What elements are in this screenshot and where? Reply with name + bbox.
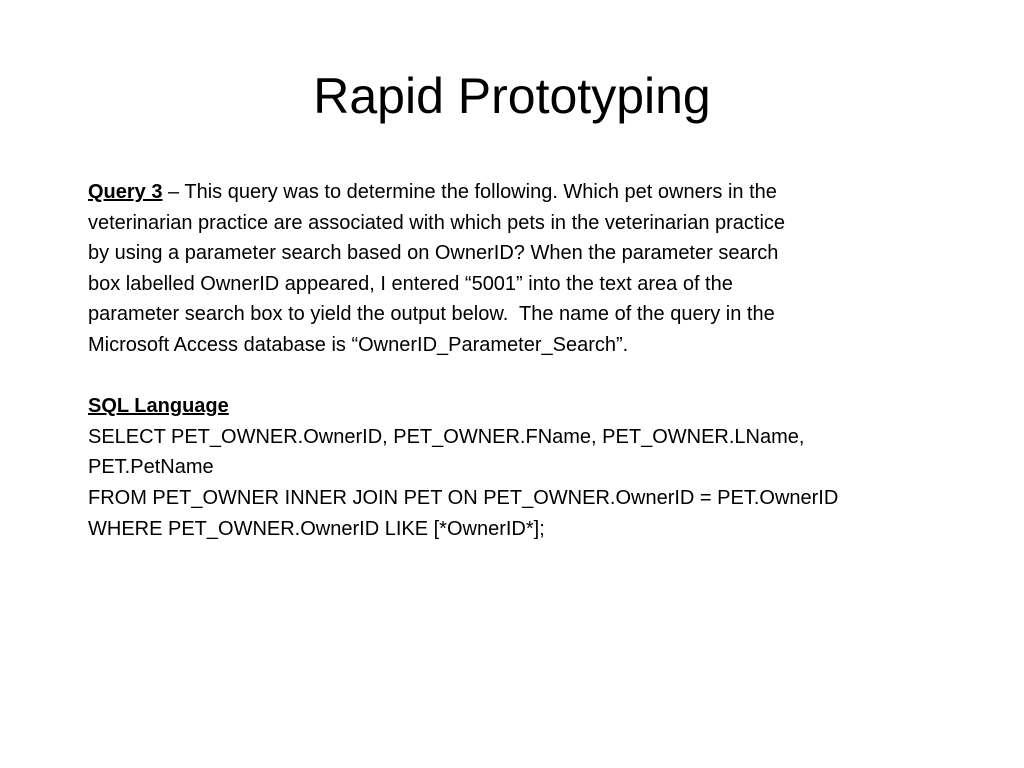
sql-line-3: FROM PET_OWNER INNER JOIN PET ON PET_OWNER.OwnerID = PET.OwnerID (88, 486, 839, 509)
query-line-2: veterinarian practice are associated with which pets in the veterinarian practice (88, 211, 786, 234)
slide-title: Rapid Prototyping (313, 68, 711, 124)
sql-line-4: WHERE PET_OWNER.OwnerID LIKE [*OwnerID*]; (88, 517, 545, 540)
query-line-5: parameter search box to yield the output below. The name of the query in the (88, 303, 775, 326)
query-line-4: box labelled OwnerID appeared, I entered “5001” into the text area of the (88, 272, 733, 295)
query-line-3: by using a parameter search based on OwnerID? When the parameter search (88, 242, 779, 265)
paragraph-spacer (88, 361, 938, 392)
query-line-1 (88, 177, 938, 208)
sql-line-2: PET.PetName (88, 456, 214, 479)
slide-content (88, 177, 938, 544)
query-paragraph (88, 177, 938, 361)
query-line-1-text: – This query was to determine the following. Which pet owners in the (162, 181, 777, 203)
query-line-6: Microsoft Access database is “OwnerID_Parameter_Search”. (88, 333, 629, 356)
sql-line-1: SELECT PET_OWNER.OwnerID, PET_OWNER.FName, PET_OWNER.LName, (88, 425, 805, 448)
sql-heading: SQL Language (88, 395, 229, 418)
query-heading: Query 3 (88, 181, 163, 203)
sql-paragraph (88, 391, 938, 544)
